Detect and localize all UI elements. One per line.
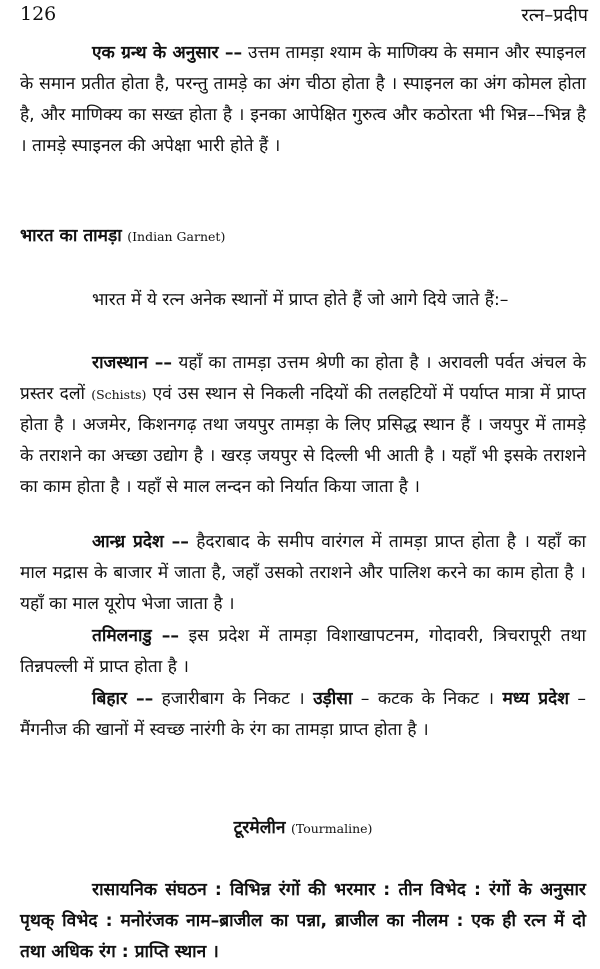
- paragraph-intro: [20, 285, 586, 316]
- section-heading-india: [20, 221, 586, 252]
- bihar-label: बिहार ––: [92, 689, 154, 709]
- tamil-text: इस प्रदेश में तामड़ा विशाखापटनम, गोदावरी, त्रिचरापूरी तथा तिन्नपल्ली में प्राप्त होता है ।: [20, 626, 586, 677]
- rajasthan-latin: (Schists): [91, 387, 147, 402]
- mp-label: मध्य प्रदेश: [502, 689, 569, 709]
- andhra-text: हैदराबाद के समीप वारंगल में तामड़ा प्राप्त होता है । यहाँ का माल मद्रास के बाजार में जाता है, जहाँ उसको तराशने और पालिश करने का काम होता है । यहाँ का माल यूरोप भेजा जाता है ।: [20, 532, 586, 614]
- granth-label: एक ग्रन्थ के अनुसार ––: [92, 43, 243, 63]
- rasayanik-text: रासायनिक संघठन : विभिन्न रंगों की भरमार : तीन विभेद : रंगों के अनुसार पृथक् विभेद : मनोरंजक नाम–ब्राजील का पन्ना, ब्राजील का नीलम : एक ही रत्न में दो तथा अधिक रंग : प्राप्ति स्थान ।: [20, 880, 586, 962]
- rajasthan-label: राजस्थान ––: [92, 353, 173, 373]
- mp-text: – मैंगनीज की खानों में स्वच्छ नारंगी के रंग का तामड़ा प्राप्त होता है ।: [20, 689, 586, 740]
- rajasthan-text-2: एवं उस स्थान से निकली नदियों की तलहटियों में पर्याप्त मात्रा में प्राप्त होता है । अजमेर, किशनगढ़ तथा जयपुर तामड़ा के लिए प्रसिद्ध स्थान हैं । जयपुर में तामड़े के तराशने का अच्छा उद्योग है । खरड़ जयपुर से दिल्ली भी आती है । यहाँ भी इसके तराशने का काम होता है । यहाँ से माल लन्दन को निर्यात किया जाता है ।: [20, 384, 586, 497]
- page-number: 126: [20, 3, 57, 25]
- tourmaline-heading-title: टूरमेलीन: [233, 818, 286, 838]
- india-heading-latin: (Indian Garnet): [127, 229, 226, 244]
- india-heading-title: भारत का तामड़ा: [20, 226, 122, 246]
- tamil-label: तमिलनाडु ––: [92, 626, 180, 646]
- paragraph-rasayanik: [20, 875, 586, 968]
- paragraph-andhra: [20, 527, 586, 620]
- odisha-text: – कटक के निकट ।: [352, 689, 503, 709]
- andhra-label: आन्ध्र प्रदेश ––: [92, 532, 189, 552]
- running-title: रत्न–प्रदीप: [521, 5, 588, 26]
- paragraph-granth: [20, 38, 586, 162]
- paragraph-bihar: [20, 684, 586, 746]
- section-heading-tourmaline: [20, 813, 586, 844]
- intro-text: भारत में ये रत्न अनेक स्थानों में प्राप्त होते हैं जो आगे दिये जाते हैं:–: [92, 290, 509, 310]
- odisha-label: उड़ीसा: [313, 689, 353, 709]
- rajasthan-text-1: यहाँ का तामड़ा उत्तम श्रेणी का होता है । अरावली पर्वत अंचल के प्रस्तर दलों: [20, 353, 586, 404]
- tourmaline-heading-latin: (Tourmaline): [290, 821, 373, 836]
- granth-text: उत्तम तामड़ा श्याम के माणिक्य के समान और स्पाइनल के समान प्रतीत होता है, परन्तु तामड़े का अंग चीठा होता है । स्पाइनल का अंग कोमल होता है, और माणिक्य का सख्त होता है । इनका आपेक्षित गुरुत्व और कठोरता भी भिन्न––भिन्न है । तामड़े स्पाइनल की अपेक्षा भारी होते हैं ।: [20, 43, 586, 156]
- bihar-text: हजारीबाग के निकट ।: [153, 689, 314, 709]
- paragraph-rajasthan: [20, 348, 586, 503]
- paragraph-tamil: [20, 621, 586, 683]
